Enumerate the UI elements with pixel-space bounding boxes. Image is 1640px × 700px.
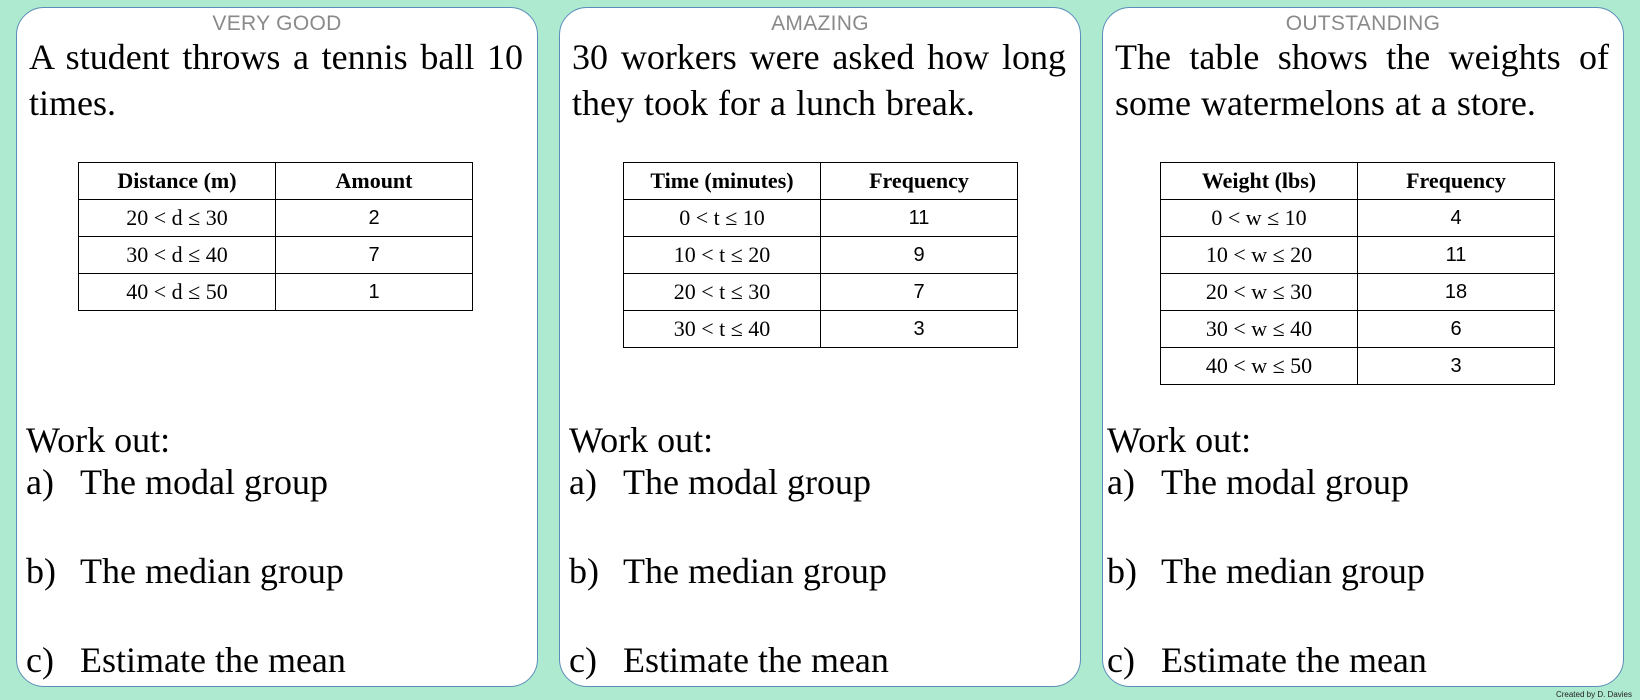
work-out-heading: Work out: bbox=[1107, 420, 1252, 460]
table-row bbox=[1161, 311, 1555, 348]
question-letter: b) bbox=[569, 551, 599, 591]
question-letter: b) bbox=[26, 551, 56, 591]
question-letter: a) bbox=[1107, 462, 1135, 502]
question-text: The modal group bbox=[80, 462, 328, 502]
frequency-cell: 3 bbox=[1358, 348, 1555, 385]
frequency-cell: 11 bbox=[1358, 237, 1555, 274]
class-interval-cell: 30 < w ≤ 40 bbox=[1161, 311, 1358, 348]
table-row bbox=[79, 200, 473, 237]
table-row bbox=[624, 311, 1018, 348]
table-header-cell: Frequency bbox=[821, 163, 1018, 200]
frequency-cell: 2 bbox=[276, 200, 473, 237]
class-interval-cell: 40 < w ≤ 50 bbox=[1161, 348, 1358, 385]
question-a bbox=[26, 460, 328, 504]
table-header-cell: Amount bbox=[276, 163, 473, 200]
table-row bbox=[79, 237, 473, 274]
card-difficulty-label: OUTSTANDING bbox=[1285, 12, 1441, 35]
task-card-outstanding bbox=[1102, 7, 1624, 687]
frequency-cell: 11 bbox=[821, 200, 1018, 237]
table-header-row bbox=[1161, 163, 1555, 200]
question-letter: a) bbox=[569, 462, 597, 502]
class-interval-cell: 20 < t ≤ 30 bbox=[624, 274, 821, 311]
table-row bbox=[79, 274, 473, 311]
frequency-table bbox=[623, 162, 1018, 348]
question-letter: a) bbox=[26, 462, 54, 502]
question-text: Estimate the mean bbox=[623, 640, 889, 680]
question-text: The median group bbox=[623, 551, 887, 591]
class-interval-cell: 0 < t ≤ 10 bbox=[624, 200, 821, 237]
frequency-cell: 6 bbox=[1358, 311, 1555, 348]
table-row bbox=[1161, 200, 1555, 237]
question-c bbox=[569, 638, 889, 682]
frequency-table bbox=[1160, 162, 1555, 385]
frequency-cell: 9 bbox=[821, 237, 1018, 274]
frequency-cell: 4 bbox=[1358, 200, 1555, 237]
table-row bbox=[624, 200, 1018, 237]
class-interval-cell: 20 < d ≤ 30 bbox=[79, 200, 276, 237]
class-interval-cell: 30 < d ≤ 40 bbox=[79, 237, 276, 274]
author-credit: Created by D. Davies bbox=[1555, 690, 1632, 699]
frequency-cell: 18 bbox=[1358, 274, 1555, 311]
frequency-cell: 7 bbox=[821, 274, 1018, 311]
question-text: The modal group bbox=[623, 462, 871, 502]
class-interval-cell: 0 < w ≤ 10 bbox=[1161, 200, 1358, 237]
question-b bbox=[569, 549, 887, 593]
question-c bbox=[26, 638, 346, 682]
question-letter: c) bbox=[569, 640, 597, 680]
frequency-cell: 1 bbox=[276, 274, 473, 311]
question-text: The modal group bbox=[1161, 462, 1409, 502]
question-text: The median group bbox=[1161, 551, 1425, 591]
frequency-cell: 7 bbox=[276, 237, 473, 274]
table-row bbox=[1161, 274, 1555, 311]
question-b bbox=[1107, 549, 1425, 593]
question-a bbox=[569, 460, 871, 504]
table-header-cell: Weight (lbs) bbox=[1161, 163, 1358, 200]
question-letter: b) bbox=[1107, 551, 1137, 591]
table-header-cell: Distance (m) bbox=[79, 163, 276, 200]
question-text: The median group bbox=[80, 551, 344, 591]
class-interval-cell: 10 < t ≤ 20 bbox=[624, 237, 821, 274]
question-text: Estimate the mean bbox=[80, 640, 346, 680]
work-out-heading: Work out: bbox=[569, 420, 714, 460]
table-header-cell: Frequency bbox=[1358, 163, 1555, 200]
question-c bbox=[1107, 638, 1427, 682]
question-prompt: A student throws a tennis ball 10 times. bbox=[29, 37, 523, 123]
frequency-table bbox=[78, 162, 473, 311]
question-prompt: The table shows the weights of some watermelons at a store. bbox=[1115, 37, 1609, 123]
class-interval-cell: 40 < d ≤ 50 bbox=[79, 274, 276, 311]
question-b bbox=[26, 549, 344, 593]
question-text: Estimate the mean bbox=[1161, 640, 1427, 680]
table-row bbox=[624, 237, 1018, 274]
class-interval-cell: 10 < w ≤ 20 bbox=[1161, 237, 1358, 274]
class-interval-cell: 30 < t ≤ 40 bbox=[624, 311, 821, 348]
question-a bbox=[1107, 460, 1409, 504]
task-card-very-good bbox=[16, 7, 538, 687]
card-difficulty-label: VERY GOOD bbox=[212, 12, 342, 35]
work-out-heading: Work out: bbox=[26, 420, 171, 460]
table-row bbox=[1161, 237, 1555, 274]
table-row bbox=[624, 274, 1018, 311]
question-letter: c) bbox=[1107, 640, 1135, 680]
table-header-row bbox=[79, 163, 473, 200]
class-interval-cell: 20 < w ≤ 30 bbox=[1161, 274, 1358, 311]
question-letter: c) bbox=[26, 640, 54, 680]
card-difficulty-label: AMAZING bbox=[771, 12, 869, 35]
table-header-row bbox=[624, 163, 1018, 200]
question-prompt: 30 workers were asked how long they took for a lunch break. bbox=[572, 37, 1066, 123]
table-header-cell: Time (minutes) bbox=[624, 163, 821, 200]
task-card-amazing bbox=[559, 7, 1081, 687]
table-row bbox=[1161, 348, 1555, 385]
frequency-cell: 3 bbox=[821, 311, 1018, 348]
